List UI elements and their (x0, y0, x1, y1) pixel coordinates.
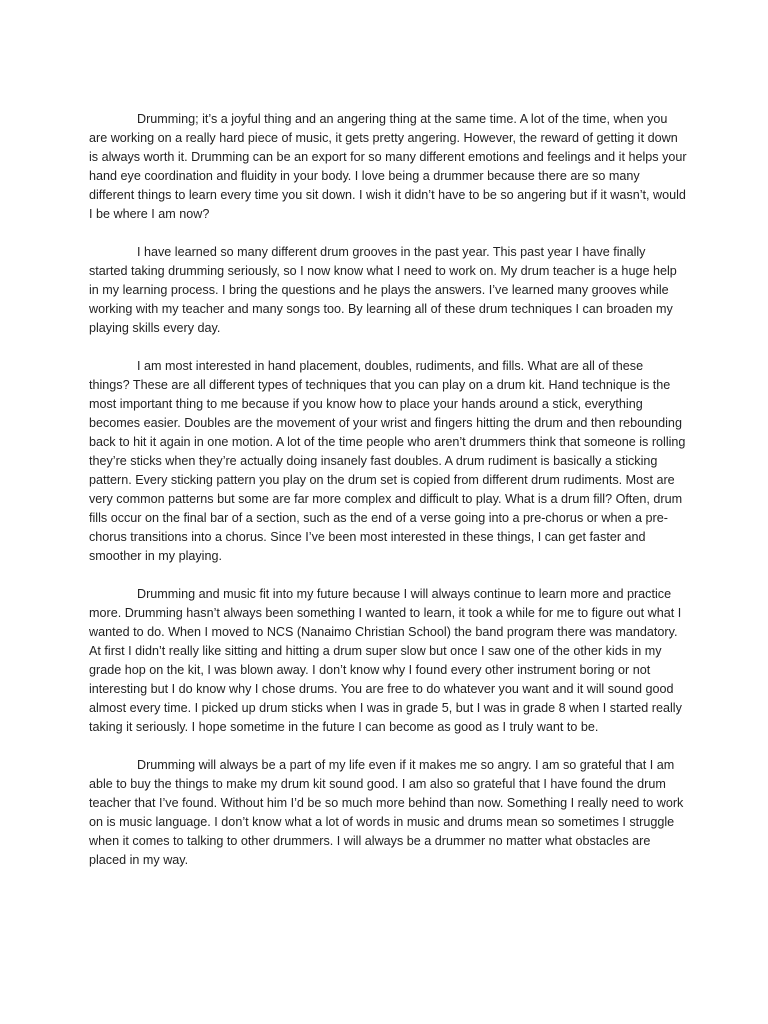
document-body (89, 110, 687, 889)
paragraph-1: Drumming; it’s a joyful thing and an angering thing at the same time. A lot of the time, when you are working on a really hard piece of music, it gets pretty angering. However, the reward of getting it down is always worth it. Drumming can be an export for so many different emotions and feelings and it helps your hand eye coordination and fluidity in your body. I love being a drummer because there are so many different things to learn every time you sit down. I wish it didn’t have to be so angering but if it wasn’t, would I be where I am now? (89, 112, 687, 221)
paragraph-4: Drumming and music fit into my future because I will always continue to learn more and practice more. Drumming hasn’t always been something I wanted to learn, it took a while for me to figure out what I wanted to do. When I moved to NCS (Nanaimo Christian School) the band program there was mandatory. At first I didn’t really like sitting and hitting a drum super slow but once I saw one of the other kids in my grade hop on the kit, I was blown away. I don’t know why I found every other instrument boring or not interesting but I do know why I chose drums. You are free to do whatever you want and it will sound good almost every time. I picked up drum sticks when I was in grade 5, but I was in grade 8 when I started really taking it seriously. I hope sometime in the future I can become as good as I truly want to be. (89, 587, 682, 734)
paragraph-3: I am most interested in hand placement, doubles, rudiments, and fills. What are all of these things? These are all different types of techniques that you can play on a drum kit. Hand technique is the most important thing to me because if you know how to place your hands around a stick, everything becomes easier. Doubles are the movement of your wrist and fingers hitting the drum and then rebounding back to hit it again in one motion. A lot of the time people who aren’t drummers think that someone is rolling they’re sticks when they’re actually doing insanely fast doubles. A drum rudiment is basically a sticking pattern. Every sticking pattern you play on the drum set is copied from different drum rudiments. Most are very common patterns but some are far more complex and difficult to play. What is a drum fill? Often, drum fills occur on the final bar of a section, such as the end of a verse going into a pre-chorus or when a pre-chorus transitions into a chorus. Since I’ve been most interested in these things, I can get faster and smoother in my playing. (89, 359, 686, 563)
paragraph-2: I have learned so many different drum grooves in the past year. This past year I have finally started taking drumming seriously, so I now know what I need to work on. My drum teacher is a huge help in my learning process. I bring the questions and he plays the answers. I’ve learned many grooves while working with my teacher and many songs too. By learning all of these drum techniques I can broaden my playing skills every day. (89, 245, 677, 335)
paragraph-5: Drumming will always be a part of my life even if it makes me so angry. I am so grateful that I am able to buy the things to make my drum kit sound good. I am also so grateful that I have found the drum teacher that I’ve found. Without him I’d be so much more behind than now. Something I really need to work on is music language. I don’t know what a lot of words in music and drums mean so sometimes I struggle when it comes to talking to other drummers. I will always be a drummer no matter what obstacles are placed in my way. (89, 758, 684, 867)
